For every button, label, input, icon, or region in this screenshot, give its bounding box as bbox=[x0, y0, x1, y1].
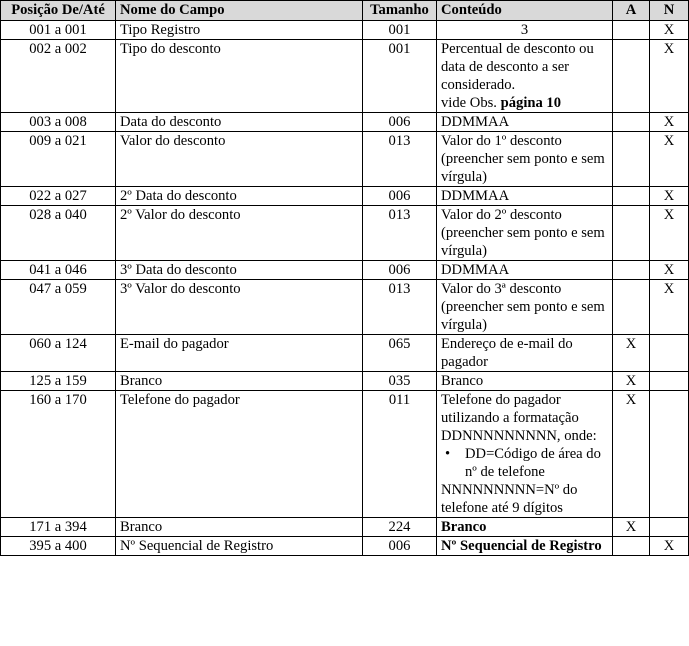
cell-a: X bbox=[613, 335, 650, 372]
table-row bbox=[1, 391, 689, 518]
cell-n: X bbox=[650, 206, 689, 261]
content-text: Telefone do pagador utilizando a formatação DDNNNNNNNNN, onde: bbox=[441, 392, 597, 444]
cell-content: DDMMAA bbox=[437, 261, 613, 280]
cell-size: 006 bbox=[363, 261, 437, 280]
cell-field-name: Telefone do pagador bbox=[116, 391, 363, 518]
table-row bbox=[1, 132, 689, 187]
cell-size: 006 bbox=[363, 187, 437, 206]
bullet-dot-icon: • bbox=[445, 446, 451, 462]
content-note-page: página 10 bbox=[500, 95, 562, 111]
header-a: A bbox=[613, 1, 650, 21]
cell-a bbox=[613, 206, 650, 261]
cell-a bbox=[613, 40, 650, 113]
cell-a bbox=[613, 132, 650, 187]
table-row bbox=[1, 113, 689, 132]
cell-position: 125 a 159 bbox=[1, 372, 116, 391]
content-bullet-item bbox=[441, 445, 608, 481]
cell-n bbox=[650, 335, 689, 372]
cell-field-name: 3º Valor do desconto bbox=[116, 280, 363, 335]
cell-content: Nº Sequencial de Registro bbox=[437, 537, 613, 556]
cell-content: 3 bbox=[437, 21, 613, 40]
table-row bbox=[1, 187, 689, 206]
cell-content bbox=[437, 391, 613, 518]
header-content: Conteúdo bbox=[437, 1, 613, 21]
cell-n: X bbox=[650, 40, 689, 113]
cell-content: DDMMAA bbox=[437, 113, 613, 132]
cell-size: 001 bbox=[363, 21, 437, 40]
cell-n bbox=[650, 518, 689, 537]
cell-field-name: 2º Valor do desconto bbox=[116, 206, 363, 261]
cell-n: X bbox=[650, 537, 689, 556]
cell-size: 001 bbox=[363, 40, 437, 113]
cell-position: 003 a 008 bbox=[1, 113, 116, 132]
cell-n: X bbox=[650, 113, 689, 132]
cell-a bbox=[613, 113, 650, 132]
cell-a: X bbox=[613, 391, 650, 518]
table-row bbox=[1, 335, 689, 372]
content-after: NNNNNNNNN=Nº do telefone até 9 dígitos bbox=[441, 482, 578, 516]
cell-position: 028 a 040 bbox=[1, 206, 116, 261]
cell-size: 224 bbox=[363, 518, 437, 537]
cell-content: Valor do 1º desconto (preencher sem ponto e sem vírgula) bbox=[437, 132, 613, 187]
cell-n: X bbox=[650, 187, 689, 206]
cell-n: X bbox=[650, 280, 689, 335]
table-row bbox=[1, 518, 689, 537]
cell-content: Branco bbox=[437, 372, 613, 391]
content-note-prefix: vide Obs. bbox=[441, 95, 497, 111]
table-row bbox=[1, 21, 689, 40]
content-note bbox=[441, 94, 608, 112]
header-n: N bbox=[650, 1, 689, 21]
cell-position: 022 a 027 bbox=[1, 187, 116, 206]
cell-a bbox=[613, 280, 650, 335]
cell-field-name: E-mail do pagador bbox=[116, 335, 363, 372]
cell-size: 065 bbox=[363, 335, 437, 372]
cell-content: Branco bbox=[437, 518, 613, 537]
header-row bbox=[1, 1, 689, 21]
cell-content: Valor do 3ª desconto (preencher sem ponto e sem vírgula) bbox=[437, 280, 613, 335]
cell-a bbox=[613, 537, 650, 556]
table-row bbox=[1, 206, 689, 261]
cell-position: 160 a 170 bbox=[1, 391, 116, 518]
cell-n bbox=[650, 391, 689, 518]
table-row bbox=[1, 40, 689, 113]
header-position: Posição De/Até bbox=[1, 1, 116, 21]
cell-n: X bbox=[650, 132, 689, 187]
table-row bbox=[1, 280, 689, 335]
header-size: Tamanho bbox=[363, 1, 437, 21]
cell-size: 013 bbox=[363, 280, 437, 335]
cell-field-name: Nº Sequencial de Registro bbox=[116, 537, 363, 556]
cell-size: 013 bbox=[363, 132, 437, 187]
cell-size: 035 bbox=[363, 372, 437, 391]
cell-field-name: Tipo do desconto bbox=[116, 40, 363, 113]
content-text: Percentual de desconto ou data de desconto a ser considerado. bbox=[441, 41, 594, 93]
cell-field-name: Branco bbox=[116, 372, 363, 391]
header-field-name: Nome do Campo bbox=[116, 1, 363, 21]
cell-a bbox=[613, 261, 650, 280]
cell-content bbox=[437, 40, 613, 113]
cell-position: 171 a 394 bbox=[1, 518, 116, 537]
cell-n: X bbox=[650, 21, 689, 40]
cell-size: 011 bbox=[363, 391, 437, 518]
cell-a bbox=[613, 187, 650, 206]
content-bullet-text: DD=Código de área do nº de telefone bbox=[465, 446, 601, 480]
cell-field-name: 3º Data do desconto bbox=[116, 261, 363, 280]
cell-position: 041 a 046 bbox=[1, 261, 116, 280]
cell-a: X bbox=[613, 518, 650, 537]
cell-content: Endereço de e-mail do pagador bbox=[437, 335, 613, 372]
cell-field-name: Branco bbox=[116, 518, 363, 537]
cell-position: 002 a 002 bbox=[1, 40, 116, 113]
cell-position: 001 a 001 bbox=[1, 21, 116, 40]
cell-position: 009 a 021 bbox=[1, 132, 116, 187]
cell-position: 060 a 124 bbox=[1, 335, 116, 372]
table-row bbox=[1, 537, 689, 556]
cell-n bbox=[650, 372, 689, 391]
cell-position: 395 a 400 bbox=[1, 537, 116, 556]
cell-a: X bbox=[613, 372, 650, 391]
cell-field-name: Data do desconto bbox=[116, 113, 363, 132]
cell-size: 013 bbox=[363, 206, 437, 261]
cell-size: 006 bbox=[363, 113, 437, 132]
cell-position: 047 a 059 bbox=[1, 280, 116, 335]
table-row bbox=[1, 261, 689, 280]
cell-field-name: Valor do desconto bbox=[116, 132, 363, 187]
cell-field-name: 2º Data do desconto bbox=[116, 187, 363, 206]
table-row bbox=[1, 372, 689, 391]
cell-size: 006 bbox=[363, 537, 437, 556]
cell-n: X bbox=[650, 261, 689, 280]
cell-content: Valor do 2º desconto (preencher sem ponto e sem vírgula) bbox=[437, 206, 613, 261]
cell-a bbox=[613, 21, 650, 40]
cell-content: DDMMAA bbox=[437, 187, 613, 206]
cell-field-name: Tipo Registro bbox=[116, 21, 363, 40]
